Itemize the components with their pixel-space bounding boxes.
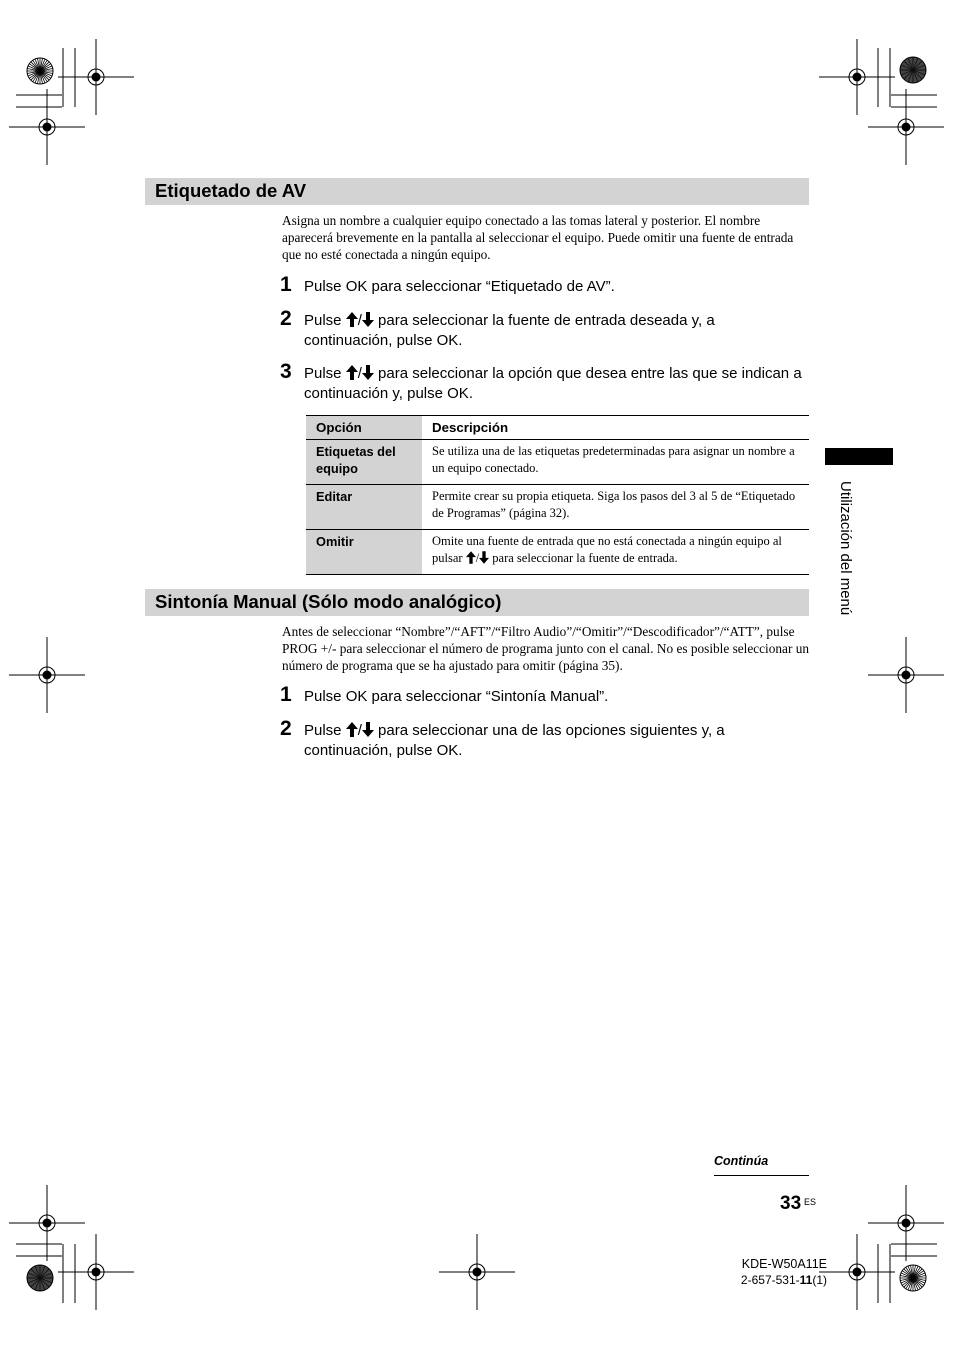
step-text-pre: Pulse [304, 722, 346, 739]
step-text: Pulse / para seleccionar una de las opciones siguientes y, a continuación, pulse OK. [304, 722, 725, 759]
chapter-label: Utilización del menú [837, 481, 854, 616]
step-text: Pulse OK para seleccionar “Etiquetado de AV”. [304, 278, 615, 295]
step-text-post: para seleccionar una de las opciones siguientes y, a continuación, pulse OK. [304, 722, 725, 759]
step-text-post: para seleccionar la opción que desea entre las que se indican a continuación y, pulse OK. [304, 365, 802, 402]
continues-label: Continúa [714, 1154, 769, 1168]
table-header-description: Descripción [422, 416, 809, 440]
option-name: Omitir [306, 530, 422, 575]
code-suffix: (1) [812, 1273, 827, 1287]
option-name: Etiquetas del equipo [306, 440, 422, 485]
code-prefix: 2-657-531- [740, 1273, 800, 1287]
section-intro: Antes de seleccionar “Nombre”/“AFT”/“Filtro Audio”/“Omitir”/“Descodificador”/“ATT”, pulse PROG +/- para seleccionar el número de programa junto con el canal. No es posible seleccionar un número de programa que se ha ajustado para omitir (página 35). [282, 624, 809, 673]
step-text-pre: Pulse [304, 365, 346, 382]
step-number: 1 [280, 273, 292, 296]
step-number: 3 [280, 360, 292, 383]
step-number: 2 [280, 307, 292, 330]
table-header-option: Opción [306, 416, 422, 440]
option-name: Editar [306, 485, 422, 530]
option-description: Se utiliza una de las etiquetas predeterminadas para asignar un nombre a un equipo conectado. [422, 440, 809, 485]
description-pre: Omite una fuente de entrada que no está conectada a ningún equipo al pulsar [432, 534, 782, 565]
step-text: Pulse / para seleccionar la opción que desea entre las que se indican a continuación y, pulse OK. [304, 365, 802, 402]
option-description: Permite crear su propia etiqueta. Siga los pasos del 3 al 5 de “Etiquetado de Programas” (página 32). [422, 485, 809, 530]
page-number: 33 [780, 1193, 802, 1214]
step-text: Pulse / para seleccionar la fuente de entrada deseada y, a continuación, pulse OK. [304, 312, 715, 349]
step-number: 2 [280, 717, 292, 740]
section-title: Etiquetado de AV [155, 180, 307, 201]
section-intro: Asigna un nombre a cualquier equipo conectado a las tomas lateral y posterior. El nombre aparecerá brevemente en la pantalla al seleccionar el equipo. Puede omitir una fuente de entrada que no esté conectada a ningún equipo. [282, 213, 794, 262]
section-title: Sintonía Manual (Sólo modo analógico) [155, 591, 502, 612]
step-text-post: para seleccionar la fuente de entrada deseada y, a continuación, pulse OK. [304, 312, 715, 349]
model-number: KDE-W50A11E [741, 1257, 827, 1271]
step-text-pre: Pulse [304, 312, 346, 329]
step-number: 1 [280, 683, 292, 706]
description-post: para seleccionar la fuente de entrada. [489, 551, 678, 565]
page-language: ES [804, 1197, 817, 1207]
option-description: Omite una fuente de entrada que no está conectada a ningún equipo al pulsar / para seleccionar la fuente de entrada. [422, 530, 809, 575]
step-text: Pulse OK para seleccionar “Sintonía Manual”. [304, 688, 609, 705]
code-bold: 11 [799, 1273, 813, 1287]
